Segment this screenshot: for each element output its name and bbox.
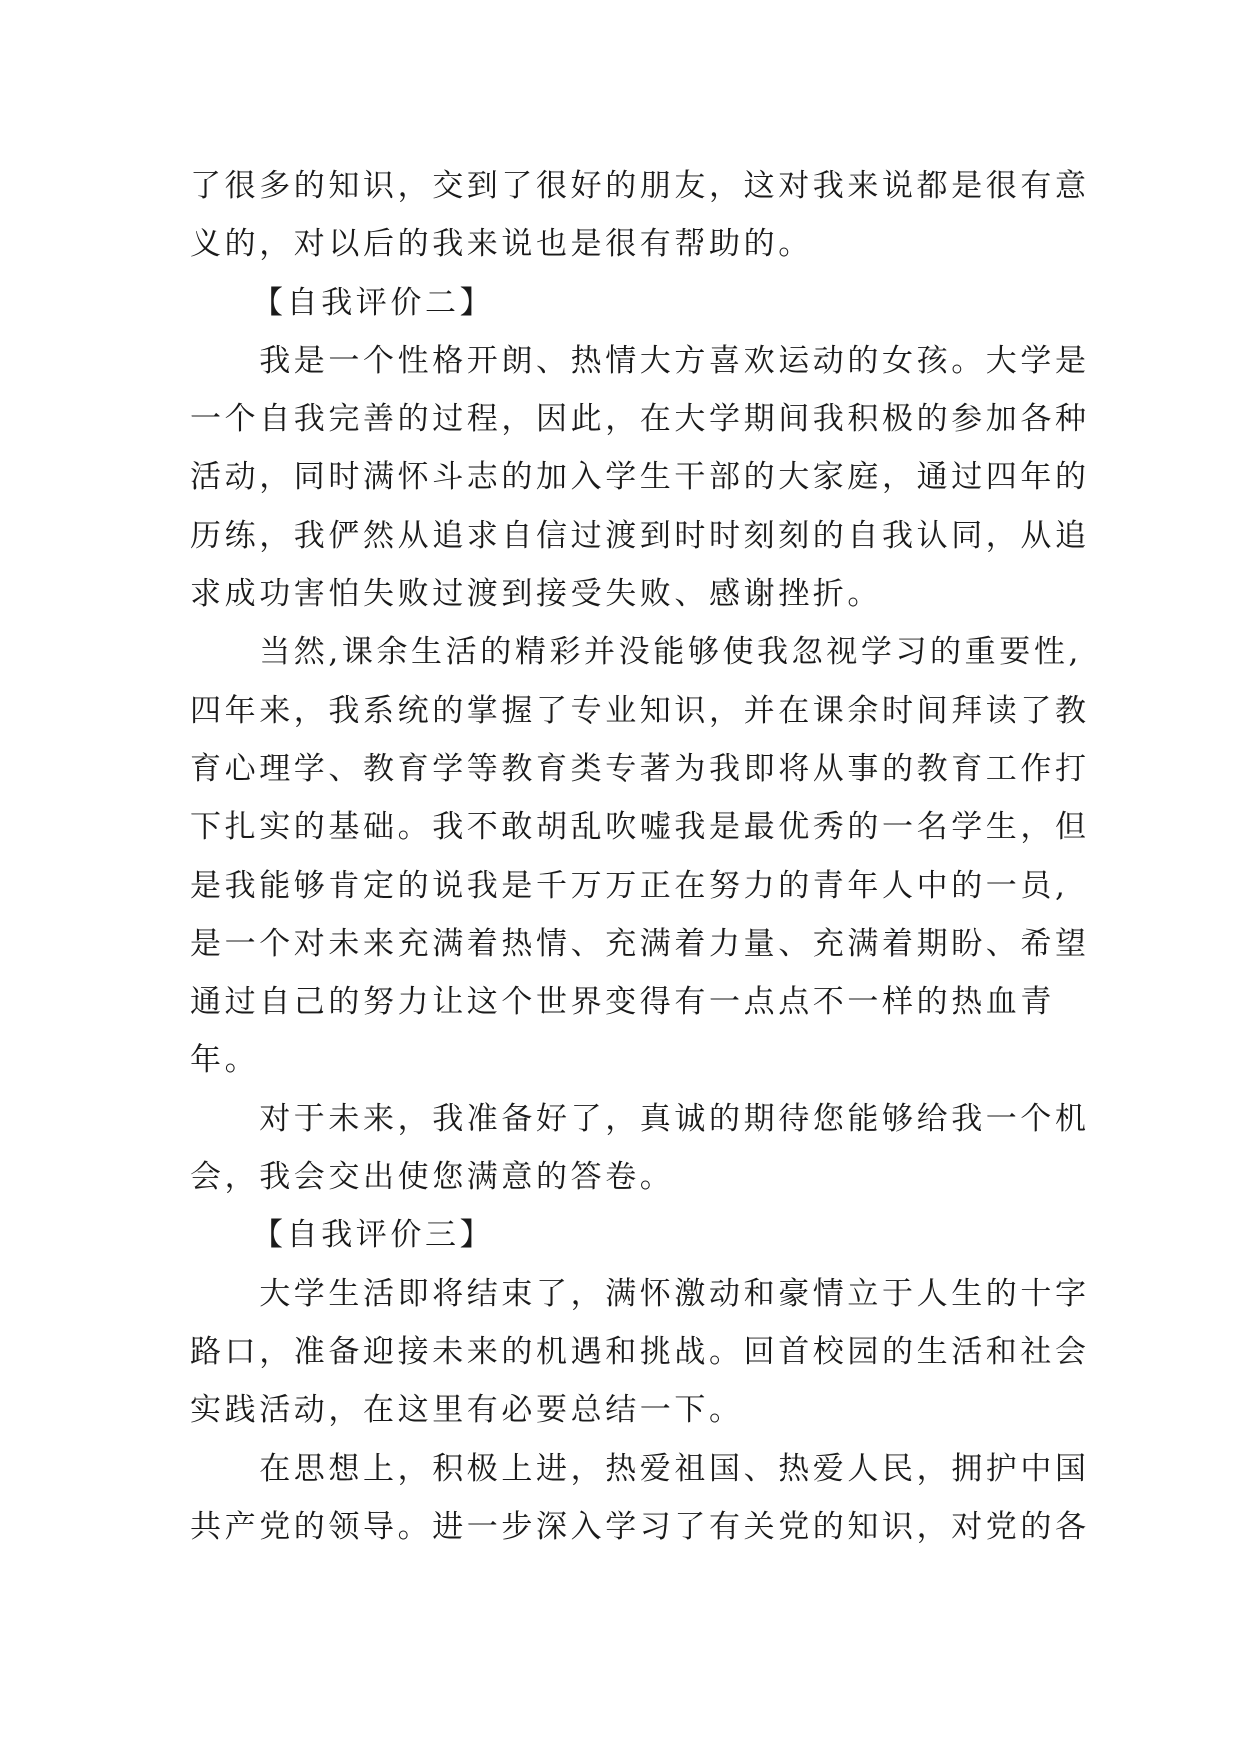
- section-heading: [190, 274, 1060, 332]
- text-line: 年。: [190, 1042, 260, 1079]
- text-line: 【自我评价三】: [252, 1217, 495, 1254]
- text-line: 是一个对未来充满着热情、充满着力量、充满着期盼、希望: [190, 925, 1090, 962]
- body-paragraph: [190, 1090, 1090, 1207]
- text-line: 是我能够肯定的说我是千万万正在努力的青年人中的一员,: [190, 867, 1069, 904]
- text-line: 下扎实的基础。我不敢胡乱吹嘘我是最优秀的一名学生，但: [190, 809, 1090, 846]
- text-line: 在思想上，积极上进，热爱祖国、热爱人民，拥护中国: [190, 1450, 1090, 1487]
- body-paragraph: [190, 157, 1090, 274]
- text-line: 实践活动，在这里有必要总结一下。: [190, 1392, 744, 1429]
- body-paragraph: [190, 623, 1090, 1089]
- text-line: 义的，对以后的我来说也是很有帮助的。: [190, 226, 813, 263]
- body-paragraph: [190, 1440, 1090, 1557]
- body-paragraph: [190, 1265, 1090, 1440]
- text-line: 了很多的知识，交到了很好的朋友，这对我来说都是很有意: [190, 168, 1090, 204]
- text-line: 通过自己的努力让这个世界变得有一点点不一样的热血青: [190, 984, 1055, 1021]
- text-line: 【自我评价二】: [252, 284, 495, 321]
- text-line: 历练，我俨然从追求自信过渡到时时刻刻的自我认同，从追: [190, 517, 1090, 554]
- text-line: 育心理学、教育学等教育类专著为我即将从事的教育工作打: [190, 750, 1090, 787]
- text-line: 会，我会交出使您满意的答卷。: [190, 1159, 675, 1196]
- body-paragraph: [190, 332, 1090, 623]
- text-line: 路口，准备迎接未来的机遇和挑战。回首校园的生活和社会: [190, 1333, 1090, 1370]
- text-line: 一个自我完善的过程，因此，在大学期间我积极的参加各种: [190, 401, 1090, 438]
- text-line: 我是一个性格开朗、热情大方喜欢运动的女孩。大学是: [190, 342, 1090, 379]
- text-line: 共产党的领导。进一步深入学习了有关党的知识，对党的各: [190, 1508, 1090, 1545]
- text-line: 对于未来，我准备好了，真诚的期待您能够给我一个机: [190, 1100, 1090, 1137]
- text-line: 活动，同时满怀斗志的加入学生干部的大家庭，通过四年的: [190, 459, 1090, 496]
- document-body: [190, 157, 1090, 1556]
- section-heading: [190, 1206, 1060, 1264]
- text-line: 当然,课余生活的精彩并没能够使我忽视学习的重要性,: [190, 634, 1082, 671]
- text-line: 求成功害怕失败过渡到接受失败、感谢挫折。: [190, 576, 882, 613]
- text-line: 大学生活即将结束了，满怀激动和豪情立于人生的十字: [190, 1275, 1090, 1312]
- text-line: 四年来，我系统的掌握了专业知识，并在课余时间拜读了教: [190, 692, 1090, 729]
